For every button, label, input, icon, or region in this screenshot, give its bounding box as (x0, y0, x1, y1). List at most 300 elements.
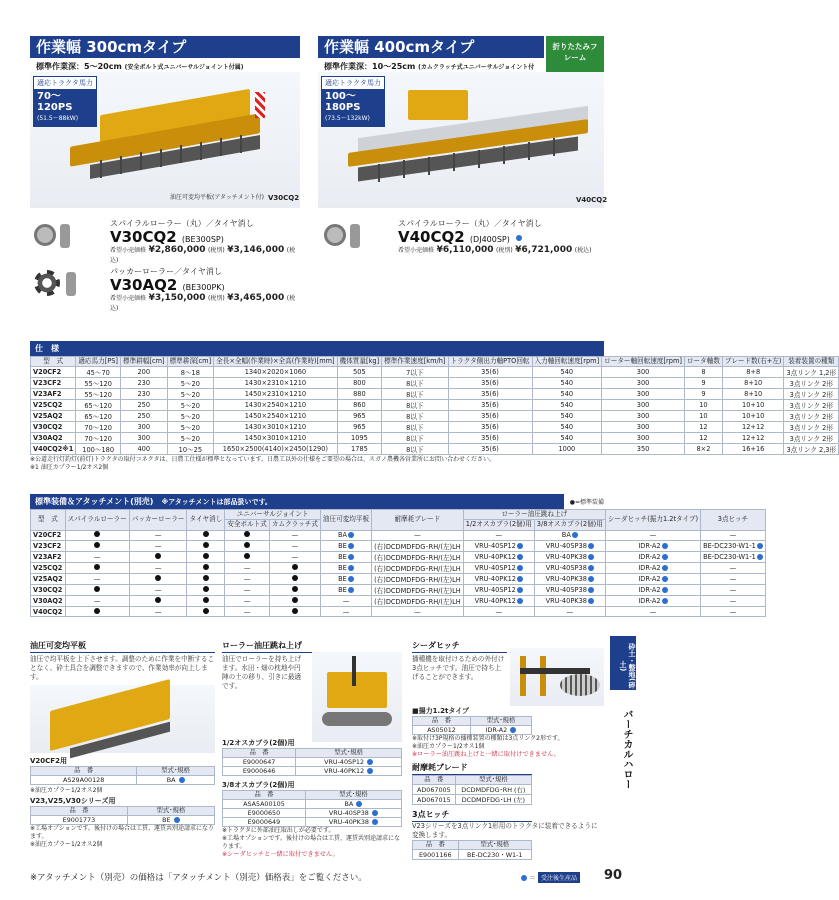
spec-cell: 1430×3010×1210 (214, 422, 337, 433)
spec-cell: V40CQ2※1 (31, 444, 76, 455)
equipment-cell: BE (320, 551, 371, 562)
equipment-row (31, 530, 766, 540)
equipment-cell: — (463, 530, 534, 540)
spec-header: 標準耕深[cm] (167, 357, 214, 367)
standard-equipment-icon (292, 564, 298, 570)
spec-cell: 300 (602, 389, 685, 400)
spec-cell: 65～120 (76, 411, 121, 422)
left-title: 作業幅 300cmタイプ (30, 36, 300, 58)
spec-cell: 540 (532, 411, 602, 422)
equipment-cell (269, 595, 320, 606)
spec-header: ロータ軸数 (684, 357, 722, 367)
spec-cell: 250 (121, 400, 168, 411)
spec-cell: 12 (684, 433, 722, 444)
spec-cell: 65～120 (76, 400, 121, 411)
spec-cell: 55～120 (76, 389, 121, 400)
spec-cell: 3点リンク 2,3形 (784, 444, 839, 455)
spec-header: ブレード数(右+左) (722, 357, 784, 367)
equipment-cell: — (269, 551, 320, 562)
spec-title: 仕 様 (30, 341, 604, 356)
standard-equipment-icon (292, 575, 298, 581)
made-to-order-icon (348, 587, 354, 593)
equipment-row (31, 551, 766, 562)
equipment-cell: — (129, 584, 187, 595)
right-tractor-box: 適応トラクタ馬力 100～180PS (73.5～132kW) (321, 76, 385, 127)
equipment-cell: VRU-40PK38 (534, 551, 605, 562)
equipment-cell: — (701, 530, 766, 540)
packer-roller-icon (34, 270, 60, 296)
made-to-order-icon (662, 554, 668, 560)
spec-cell: 5～20 (167, 400, 214, 411)
standard-equipment-icon (203, 542, 209, 548)
spec-header: 全長×全幅(作業時)×全高(作業時)[mm] (214, 357, 337, 367)
spec-cell: 8以下 (382, 411, 448, 422)
spec-row (31, 411, 839, 422)
equipment-cell: IDR-A2 (605, 573, 700, 584)
standard-equipment-icon (155, 553, 161, 559)
equipment-row (31, 595, 766, 606)
spec-cell: 35(6) (448, 422, 532, 433)
equipment-cell: IDR-A2 (605, 562, 700, 573)
spec-note: ※公道走行灯釣灯(前灯)トラクタの取付コネクタは、日農工仕様が標準となっています。日農工以外の仕様をご要望の場合は、スガノ農機各営業所にお問い合わせください。 (30, 456, 495, 464)
spec-cell: 1000 (532, 444, 602, 455)
equipment-title: 標準装備＆アタッチメント(別売) ※アタッチメントは部品扱いです。 (30, 494, 564, 509)
page-number: 90 (604, 868, 623, 883)
equipment-cell (187, 540, 225, 551)
equipment-cell: (右)DCDMDFDG･RH/(左)LH (372, 573, 464, 584)
equipment-cell (269, 562, 320, 573)
spec-header: 標準作業速度[km/h] (382, 357, 448, 367)
equipment-cell: VRU-40SP38 (534, 562, 605, 573)
equipment-row (31, 540, 766, 551)
spec-cell: 200 (121, 367, 168, 378)
made-to-order-icon (517, 598, 523, 604)
made-to-order-icon (662, 543, 668, 549)
hydraulic-leveler-section: 油圧可変均平板 油圧で均平板を上下させます。調整のために作業を中断することなく、砕土具合を調整できますので、作業効率が向上します。 V20CF2用 品 番 型式･規格 AS29A00128 BA ※油圧カプラー1/2オス2個 V23,V25,V30シリーズ用 品 番 型式･規格 E9001773 BE ※工場オプションです。後付けの場合は工賃、運賃共別途請求になります。 ※油圧カプラー1/2オス2個 (30, 641, 215, 848)
spec-row (31, 378, 839, 389)
equipment-cell: — (225, 606, 270, 616)
equipment-legend: ●=標準装備 (569, 499, 604, 506)
equipment-cell: BE (320, 584, 371, 595)
footer-legend: ＝ 受注後生産品 (520, 872, 580, 883)
spec-cell: 1430×2540×1210 (214, 400, 337, 411)
standard-equipment-icon (94, 586, 100, 592)
spec-cell: 300 (602, 378, 685, 389)
spec-cell: 8以下 (382, 422, 448, 433)
spec-cell: 300 (602, 411, 685, 422)
spec-cell: 10 (684, 411, 722, 422)
spec-cell: 250 (121, 411, 168, 422)
seeder-hitch-photo (510, 648, 604, 706)
side-tab-title: バーチカルハロー (621, 709, 632, 789)
equipment-cell: IDR-A2 (605, 540, 700, 551)
spec-cell: 300 (602, 433, 685, 444)
equipment-cell: — (65, 551, 129, 562)
equipment-cell: V40CQ2 (31, 606, 66, 616)
tire-eraser-icon (60, 224, 70, 248)
spec-cell: 1450×2310×1210 (214, 389, 337, 400)
equipment-row (31, 584, 766, 595)
spec-cell: 70～120 (76, 422, 121, 433)
equipment-cell: VRU-40SP38 (534, 540, 605, 551)
spec-cell: 1450×2540×1210 (214, 411, 337, 422)
spec-cell: 35(6) (448, 389, 532, 400)
made-to-order-icon (517, 576, 523, 582)
spec-cell: 35(6) (448, 444, 532, 455)
model-name: V30CQ2 (BE300SP) (110, 228, 224, 246)
equipment-cell: (右)DCDMDFDG･RH/(左)LH (372, 551, 464, 562)
equipment-cell (225, 540, 270, 551)
spec-cell: V25CQ2 (31, 400, 76, 411)
made-to-order-icon (588, 543, 594, 549)
spec-cell: 45～70 (76, 367, 121, 378)
made-to-order-icon (757, 554, 763, 560)
equipment-cell: V30AQ2 (31, 595, 66, 606)
standard-equipment-icon (244, 553, 250, 559)
spec-cell: 300 (121, 422, 168, 433)
equipment-cell: VRU-40SP12 (463, 562, 534, 573)
made-to-order-icon (517, 543, 523, 549)
left-tractor-box: 適応トラクタ馬力 70～120PS (51.5～88kW) (33, 76, 97, 127)
spec-cell: 5～20 (167, 389, 214, 400)
equipment-row (31, 606, 766, 616)
standard-equipment-icon (292, 608, 298, 614)
equipment-cell: — (534, 606, 605, 616)
equipment-cell: — (463, 606, 534, 616)
spec-cell: 8以下 (382, 378, 448, 389)
equipment-cell: — (701, 584, 766, 595)
equipment-cell: — (225, 573, 270, 584)
spec-cell: 1650×2500(4140)×2450(1290) (214, 444, 337, 455)
equipment-cell (187, 573, 225, 584)
left-product-panel (30, 36, 300, 76)
equipment-cell: (右)DCDMDFDG･RH/(左)LH (372, 595, 464, 606)
made-to-order-icon (572, 532, 578, 538)
made-to-order-icon (348, 543, 354, 549)
made-to-order-icon (588, 587, 594, 593)
tire-eraser-icon (66, 272, 76, 296)
spec-cell: 35(6) (448, 433, 532, 444)
spec-cell: 8～18 (167, 367, 214, 378)
spec-cell: 8+10 (722, 389, 784, 400)
equipment-cell (187, 551, 225, 562)
spec-note: ※1 油圧カプラー1/2オス2個 (30, 464, 109, 472)
spec-cell: 3点リンク 2形 (784, 389, 839, 400)
spec-cell: 9 (684, 378, 722, 389)
standard-equipment-icon (292, 586, 298, 592)
equipment-cell (269, 606, 320, 616)
equipment-cell: BE (320, 573, 371, 584)
spec-header: 入力軸回転速度[rpm] (532, 357, 602, 367)
spec-cell: 965 (337, 411, 382, 422)
spec-cell: 10+10 (722, 411, 784, 422)
spec-cell: 12 (684, 422, 722, 433)
spec-cell: 540 (532, 433, 602, 444)
equipment-cell (129, 573, 187, 584)
spiral-roller-icon (324, 224, 346, 246)
standard-equipment-icon (203, 586, 209, 592)
equipment-table: 型 式 スパイラルローラー パッカーローラー タイヤ消し ユニバーサルジョイント 油圧可変均平板 耐摩耗ブレード ローラー油圧跳ね上げ シーダヒッチ(振力1.2tタイプ) 3点ヒッチ 安全ボルト式 カムクラッチ式 1/2オスカプラ(2個)用 3/8オスカプラ(2個)用 V20CF2 — — BA — — BA — — V23CF2 — — BE (右)DCDMDFDG･RH/(左)LH VRU-40SP12 VRU-40SP38 IDR-A2 BE-DC230-W1-1 V23AF2 — — BE (右)DCDMDFDG･RH/(左)LH VRU-40PK12 VRU-40PK38 IDR-A2 BE-DC230-W1-1 V25CQ2 — — BE (右)DCDMDFDG･RH/(左)LH VRU-40SP12 VRU-40SP38 IDR-A2 — V25AQ2 — — BE (右)DCDMDFDG･RH/(左)LH VRU-40PK12 VRU-40PK38 IDR-A2 — V30CQ2 — — BE (右)DCDMDFDG･RH/(左)LH VRU-40SP12 VRU-40SP38 IDR-A2 — V30AQ2 — — — (右)DCDMDFDG･RH/(左)LH VRU-40PK12 VRU-40PK38 IDR-A2 — V40CQ2 — — — — — — — — (30, 509, 766, 617)
spec-cell: 16+16 (722, 444, 784, 455)
spec-cell: 1340×2020×1060 (214, 367, 337, 378)
made-to-order-icon (348, 532, 354, 538)
made-to-order-icon (348, 576, 354, 582)
leveler-photo (30, 685, 215, 753)
made-to-order-icon (521, 875, 527, 881)
spec-cell: 70～120 (76, 433, 121, 444)
spec-cell: 7以下 (382, 367, 448, 378)
equipment-cell: — (701, 595, 766, 606)
seeder-hitch-section: シーダヒッチ 播種機を取付けるための外付け3点ヒッチです。油圧で持ち上げることができます。 ■揚力1.2tタイプ 品 番 型式･規格 AS05012 IDR-A2 ※取付け3P規格の播種装置の種類は3点リンク2形です。 ※油圧カプラー1/2オス1個 ※ローラー油圧跳ね上げと一緒に取付けできません。 耐摩耗ブレード 品 番 型式･規格 AD067005 DCDMDFDG･RH (右) AD067015 DCDMDFDG･LH (左) 3点ヒッチ V23シリーズを3点リンク1形用のトラクタに装着できるように変換します。 品 番 型式･規格 E9001166 BE-DC230・W1-1 (412, 640, 604, 682)
standard-equipment-icon (203, 531, 209, 537)
spec-cell: 965 (337, 422, 382, 433)
equipment-cell: — (701, 606, 766, 616)
spec-cell: 10+10 (722, 400, 784, 411)
spec-cell: 55～120 (76, 378, 121, 389)
equipment-cell (187, 584, 225, 595)
roller-lift-section: ローラー油圧跳ね上げ 油圧でローラーを持ち上げます。水田・畑の枕地や円陣の土の移り、引きに最適です。 1/2オスカプラ(2個)用 品 番 型式･規格 E9000647 VRU-40SP12 E9000646 VRU-40PK12 3/8オスカプラ(2個)用 品 番 型式･規格 ASA5A00105 BA E9000650 VRU-40SP38 E9000649 VRU-40PK38 ※トラクタに外部油圧取出しが必要です。 ※工場オプションです。後付けの場合は工賃、運賃共別途請求になります。 ※シーダヒッチと一緒に取付できません。 (222, 641, 401, 858)
spec-cell: 9 (684, 389, 722, 400)
equipment-cell: IDR-A2 (605, 584, 700, 595)
spec-cell: 400 (121, 444, 168, 455)
standard-equipment-icon (94, 608, 100, 614)
spec-row (31, 367, 839, 378)
spec-header: 標準耕幅[cm] (121, 357, 168, 367)
equipment-cell: — (269, 530, 320, 540)
equipment-cell (225, 530, 270, 540)
made-to-order-icon (516, 235, 522, 241)
spec-cell: V23AF2 (31, 389, 76, 400)
equipment-cell: — (701, 573, 766, 584)
equipment-cell: VRU-40PK12 (463, 551, 534, 562)
product-v30cq2: スパイラルローラー（丸）／タイヤ消し V30CQ2 (BE300SP) 希望小売価格 ¥2,860,000 (税別) ¥3,146,000 (税込) (30, 214, 300, 258)
spec-cell: 35(6) (448, 378, 532, 389)
equipment-cell: — (225, 595, 270, 606)
spec-cell: 5～20 (167, 411, 214, 422)
equipment-cell (187, 606, 225, 616)
spec-cell: 880 (337, 389, 382, 400)
product-v40cq2: スパイラルローラー（丸）／タイヤ消し V40CQ2 (DJ400SP) 希望小売価格 ¥6,110,000 (税別) ¥6,721,000 (税込) (318, 214, 604, 258)
equipment-cell (65, 530, 129, 540)
spec-cell: 8以下 (382, 433, 448, 444)
equipment-cell (65, 562, 129, 573)
made-to-order-icon (662, 565, 668, 571)
spec-cell: 5～20 (167, 422, 214, 433)
spec-cell: 12+12 (722, 433, 784, 444)
equipment-cell: (右)DCDMDFDG･RH/(左)LH (372, 540, 464, 551)
standard-equipment-icon (203, 553, 209, 559)
spec-cell: 230 (121, 378, 168, 389)
standard-equipment-icon (203, 608, 209, 614)
spec-cell: 1430×2310×1210 (214, 378, 337, 389)
standard-equipment-icon (94, 564, 100, 570)
spec-cell: 300 (121, 433, 168, 444)
spec-cell: 8以下 (382, 389, 448, 400)
tire-eraser-icon (350, 224, 360, 248)
spec-cell: 540 (532, 400, 602, 411)
equipment-cell (187, 562, 225, 573)
equipment-cell: — (320, 606, 371, 616)
spec-header: ローター軸回転速度[rpm] (602, 357, 685, 367)
spec-row (31, 433, 839, 444)
equipment-cell: — (269, 540, 320, 551)
standard-equipment-icon (203, 564, 209, 570)
equipment-cell: BE-DC230-W1-1 (701, 540, 766, 551)
equipment-cell: BA (320, 530, 371, 540)
spec-cell: 540 (532, 378, 602, 389)
spec-cell: 100～180 (76, 444, 121, 455)
spec-header: 型 式 (31, 357, 76, 367)
spec-cell: 800 (337, 378, 382, 389)
spec-row (31, 400, 839, 411)
right-photo-model: V40CQ2 (576, 196, 608, 204)
equipment-row (31, 562, 766, 573)
spec-cell: 1095 (337, 433, 382, 444)
spec-cell: 8以下 (382, 444, 448, 455)
equipment-cell: V20CF2 (31, 530, 66, 540)
spec-cell: 10～25 (167, 444, 214, 455)
made-to-order-icon (588, 565, 594, 571)
footer-note: ※アタッチメント（別売）の価格は「アタッチメント（別売）価格表」をご覧ください。 (30, 873, 367, 883)
spec-cell: 5～20 (167, 433, 214, 444)
left-photo-model: V30CQ2 (268, 194, 300, 202)
made-to-order-icon (588, 554, 594, 560)
standard-equipment-icon (292, 597, 298, 603)
spec-header: 機体質量[kg] (337, 357, 382, 367)
equipment-cell: — (225, 562, 270, 573)
spec-cell: 230 (121, 389, 168, 400)
equipment-cell: — (129, 540, 187, 551)
spec-header: 装着装置の種類 (784, 357, 839, 367)
spec-cell: 540 (532, 389, 602, 400)
equipment-cell: BE-DC230-W1-1 (701, 551, 766, 562)
equipment-cell: (右)DCDMDFDG･RH/(左)LH (372, 584, 464, 595)
spec-row (31, 444, 839, 455)
made-to-order-icon (662, 598, 668, 604)
left-photo-caption: 油圧可変均平板(アタッチメント付) (170, 194, 265, 201)
spec-row (31, 422, 839, 433)
spec-cell: 10 (684, 400, 722, 411)
equipment-cell: (右)DCDMDFDG･RH/(左)LH (372, 562, 464, 573)
equipment-cell: — (65, 595, 129, 606)
equipment-section (30, 494, 756, 617)
equipment-cell: VRU-40SP38 (534, 584, 605, 595)
spec-cell: 8+10 (722, 378, 784, 389)
right-title: 作業幅 400cmタイプ (318, 36, 544, 58)
equipment-cell: BE (320, 562, 371, 573)
product-v30aq2: パッカーローラー／タイヤ消し V30AQ2 (BE300PK) 希望小売価格 ¥3,150,000 (税別) ¥3,465,000 (税込) (30, 264, 300, 308)
made-to-order-icon (662, 576, 668, 582)
left-subtitle: 標準作業深：5～20cm (安全ボルト式ユニバーサルジョイント付属) (30, 58, 300, 76)
spec-cell: 8 (684, 367, 722, 378)
spec-cell: 3点リンク 2形 (784, 378, 839, 389)
equipment-cell: — (65, 573, 129, 584)
spec-row (31, 389, 839, 400)
equipment-cell: — (129, 530, 187, 540)
equipment-cell: VRU-40PK12 (463, 573, 534, 584)
spec-cell: 12+12 (722, 422, 784, 433)
standard-equipment-icon (155, 575, 161, 581)
made-to-order-icon (517, 587, 523, 593)
spec-cell: 300 (602, 400, 685, 411)
equipment-cell (129, 551, 187, 562)
equipment-cell (225, 551, 270, 562)
spec-cell: 3点リンク 2形 (784, 400, 839, 411)
spec-cell: 540 (532, 367, 602, 378)
equipment-cell (65, 540, 129, 551)
spec-cell: 3点リンク 2形 (784, 411, 839, 422)
spec-cell: 540 (532, 422, 602, 433)
spiral-roller-icon (34, 224, 56, 246)
equipment-cell (187, 530, 225, 540)
spec-cell: 5～20 (167, 378, 214, 389)
spec-cell: 8×2 (684, 444, 722, 455)
equipment-cell: — (225, 584, 270, 595)
side-tab-category[interactable]: 砕土・整地(碎土) (610, 636, 636, 690)
spec-cell: V30CQ2 (31, 422, 76, 433)
standard-equipment-icon (203, 597, 209, 603)
equipment-cell: V30CQ2 (31, 584, 66, 595)
folding-frame-badge: 折りたたみフレーム (546, 36, 604, 72)
made-to-order-icon (588, 576, 594, 582)
spec-table (30, 356, 839, 455)
spec-cell: 8以下 (382, 400, 448, 411)
spec-cell: 35(6) (448, 367, 532, 378)
equipment-cell: IDR-A2 (605, 551, 700, 562)
equipment-row (31, 573, 766, 584)
made-to-order-icon (588, 598, 594, 604)
standard-equipment-icon (203, 575, 209, 581)
equipment-cell: V23CF2 (31, 540, 66, 551)
standard-equipment-icon (94, 542, 100, 548)
spec-cell: 3点リンク 1,2形 (784, 367, 839, 378)
equipment-cell: VRU-40PK38 (534, 595, 605, 606)
roller-lift-photo (312, 652, 402, 742)
made-to-order-icon (348, 565, 354, 571)
made-to-order-icon (348, 554, 354, 560)
spec-header: トラクタ側出力軸PTO回転 (448, 357, 532, 367)
spec-cell: 35(6) (448, 411, 532, 422)
equipment-cell (269, 573, 320, 584)
equipment-cell (129, 595, 187, 606)
model-name: V40CQ2 (DJ400SP) (398, 228, 522, 246)
spec-cell: 1450×3010×1210 (214, 433, 337, 444)
spec-cell: V30AQ2 (31, 433, 76, 444)
equipment-cell (65, 584, 129, 595)
equipment-cell: BE (320, 540, 371, 551)
spec-cell: 3点リンク 2形 (784, 422, 839, 433)
equipment-cell: VRU-40PK12 (463, 595, 534, 606)
spec-cell: 860 (337, 400, 382, 411)
equipment-cell: VRU-40PK38 (534, 573, 605, 584)
equipment-cell: VRU-40SP12 (463, 540, 534, 551)
spec-section (30, 341, 837, 472)
spec-cell: 300 (602, 422, 685, 433)
spec-cell: V23CF2 (31, 378, 76, 389)
equipment-cell: VRU-40SP12 (463, 584, 534, 595)
standard-equipment-icon (244, 542, 250, 548)
equipment-cell: V23AF2 (31, 551, 66, 562)
equipment-cell: — (320, 595, 371, 606)
spec-cell: 350 (602, 444, 685, 455)
standard-equipment-icon (244, 531, 250, 537)
made-to-order-icon (517, 554, 523, 560)
equipment-cell (269, 584, 320, 595)
equipment-cell: V25CQ2 (31, 562, 66, 573)
model-name: V30AQ2 (BE300PK) (110, 276, 225, 294)
standard-equipment-icon (94, 531, 100, 537)
spec-cell: 300 (602, 367, 685, 378)
